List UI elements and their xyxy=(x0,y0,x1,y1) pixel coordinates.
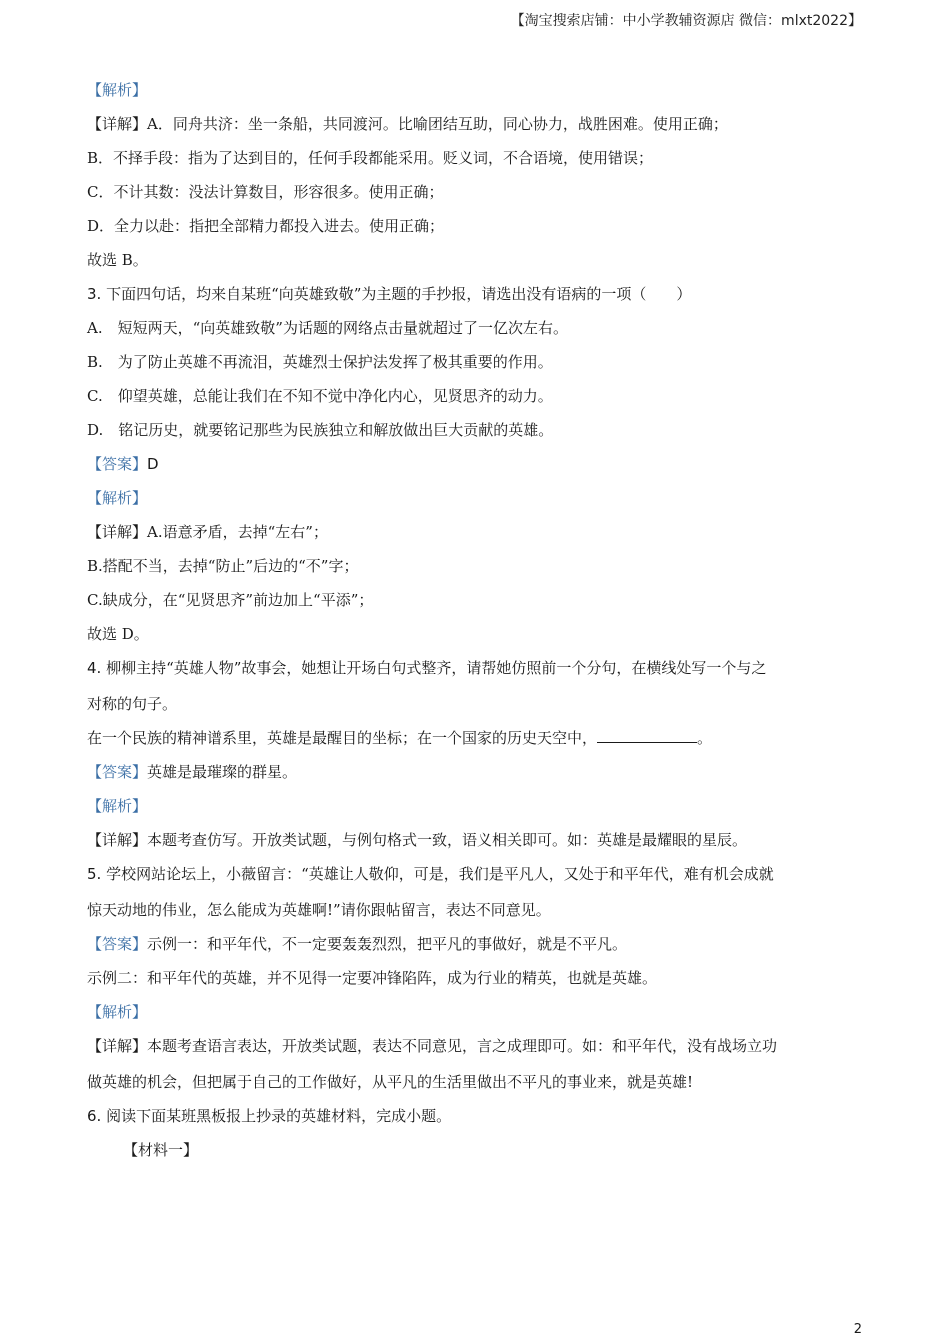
answer-tag: 【答案】 xyxy=(87,455,148,473)
q3-analysis-label xyxy=(87,484,877,518)
q4-analysis-label xyxy=(87,792,877,826)
q4-stem-1 xyxy=(87,654,877,690)
q3-detail-a: A.语意矛盾，去掉“左右”； xyxy=(147,523,328,541)
q3-option-c: C. 仰望英雄，总能让我们在不知不觉中净化内心，见贤思齐的动力。 xyxy=(87,387,553,405)
q4-stem-2: 对称的句子。 xyxy=(87,695,178,713)
q2-detail-line xyxy=(87,110,877,144)
q3-detail-line xyxy=(87,518,877,552)
q3-answer xyxy=(87,450,877,484)
q2-detail-b: B．不择手段：指为了达到目的，任何手段都能采用。贬义词，不合语境，使用错误； xyxy=(87,149,654,167)
q4-sentence-text: 在一个民族的精神谱系里，英雄是最醒目的坐标；在一个国家的历史天空中， xyxy=(87,729,598,747)
q3-detail-b: B.搭配不当，去掉“防止”后边的“不”字； xyxy=(87,557,359,575)
detail-tag: 【详解】 xyxy=(87,831,148,849)
q5-number: 5. xyxy=(87,865,102,883)
q2-conclusion: 故选 B。 xyxy=(87,251,148,269)
q5-detail-line-2: 做英雄的机会，但把属于自己的工作做好，从平凡的生活里做出不平凡的事业来，就是英雄! xyxy=(87,1073,694,1091)
q6-material-heading: 【材料一】 xyxy=(123,1141,199,1159)
q6-stem xyxy=(87,1102,877,1136)
q6-stem-text: 阅读下面某班黑板报上抄录的英雄材料，完成小题。 xyxy=(106,1107,452,1125)
detail-tag: 【详解】 xyxy=(87,115,148,133)
q3-number: 3. xyxy=(87,285,102,303)
q5-answer-1 xyxy=(87,930,877,964)
q4-number: 4. xyxy=(87,659,102,677)
q3-stem xyxy=(87,280,877,314)
q4-detail-text: 本题考查仿写。开放类试题，与例句格式一致，语义相关即可。如：英雄是最耀眼的星辰。 xyxy=(147,831,748,849)
q4-answer xyxy=(87,758,877,792)
q2-detail-d: D．全力以赴：指把全部精力都投入进去。使用正确； xyxy=(87,217,445,235)
q3-detail-c: C.缺成分，在“见贤思齐”前边加上“平添”； xyxy=(87,591,374,609)
q5-stem-2: 惊天动地的伟业，怎么能成为英雄啊!”请你跟帖留言，表达不同意见。 xyxy=(87,901,551,919)
page-header: 【淘宝搜索店铺：中小学教辅资源店 微信：mlxt2022】 xyxy=(510,13,862,29)
document-body xyxy=(87,76,877,1170)
q2-detail-c: C．不计其数：没法计算数目，形容很多。使用正确； xyxy=(87,183,444,201)
detail-tag: 【详解】 xyxy=(87,523,148,541)
q5-answer-2: 示例二：和平年代的英雄，并不见得一定要冲锋陷阵，成为行业的精英，也就是英雄。 xyxy=(87,969,658,987)
analysis-tag: 【解析】 xyxy=(87,81,148,99)
q3-answer-value: D xyxy=(147,455,159,473)
q4-answer-blank xyxy=(597,726,697,743)
q4-detail-line xyxy=(87,826,877,860)
q5-answer-text-1: 示例一：和平年代，不一定要轰轰烈烈，把平凡的事做好，就是不平凡。 xyxy=(147,935,628,953)
answer-tag: 【答案】 xyxy=(87,763,148,781)
q6-number: 6. xyxy=(87,1107,102,1125)
analysis-tag: 【解析】 xyxy=(87,1003,148,1021)
detail-tag: 【详解】 xyxy=(87,1037,148,1055)
q4-stem-text-1: 柳柳主持“英雄人物”故事会，她想让开场白句式整齐，请帮她仿照前一个分句，在横线处写一个与之 xyxy=(106,659,767,677)
q4-sentence xyxy=(87,724,877,758)
q2-analysis-label xyxy=(87,76,877,110)
q5-detail-text-1: 本题考查语言表达，开放类试题，表达不同意见，言之成理即可。如：和平年代，没有战场立功 xyxy=(147,1037,778,1055)
q3-option-b: B. 为了防止英雄不再流泪，英雄烈士保护法发挥了极其重要的作用。 xyxy=(87,353,553,371)
q5-detail-line-1 xyxy=(87,1032,877,1068)
analysis-tag: 【解析】 xyxy=(87,489,148,507)
answer-tag: 【答案】 xyxy=(87,935,148,953)
q4-sentence-end: 。 xyxy=(697,729,713,747)
q5-stem-1 xyxy=(87,860,877,896)
q5-stem-text-1: 学校网站论坛上，小薇留言：“英雄让人敬仰，可是，我们是平凡人，又处于和平年代，难有机会成就 xyxy=(106,865,774,883)
q2-detail-a: A．同舟共济：坐一条船，共同渡河。比喻团结互助，同心协力，战胜困难。使用正确； xyxy=(147,115,728,133)
q5-analysis-label xyxy=(87,998,877,1032)
page-number: 2 xyxy=(853,1322,862,1337)
q3-option-a: A. 短短两天，“向英雄致敬”为话题的网络点击量就超过了一亿次左右。 xyxy=(87,319,568,337)
q3-conclusion: 故选 D。 xyxy=(87,625,149,643)
q4-answer-text: 英雄是最璀璨的群星。 xyxy=(147,763,298,781)
analysis-tag: 【解析】 xyxy=(87,797,148,815)
q3-stem-text: 下面四句话，均来自某班“向英雄致敬”为主题的手抄报，请选出没有语病的一项（ ） xyxy=(106,285,692,303)
q3-option-d: D. 铭记历史，就要铭记那些为民族独立和解放做出巨大贡献的英雄。 xyxy=(87,421,554,439)
